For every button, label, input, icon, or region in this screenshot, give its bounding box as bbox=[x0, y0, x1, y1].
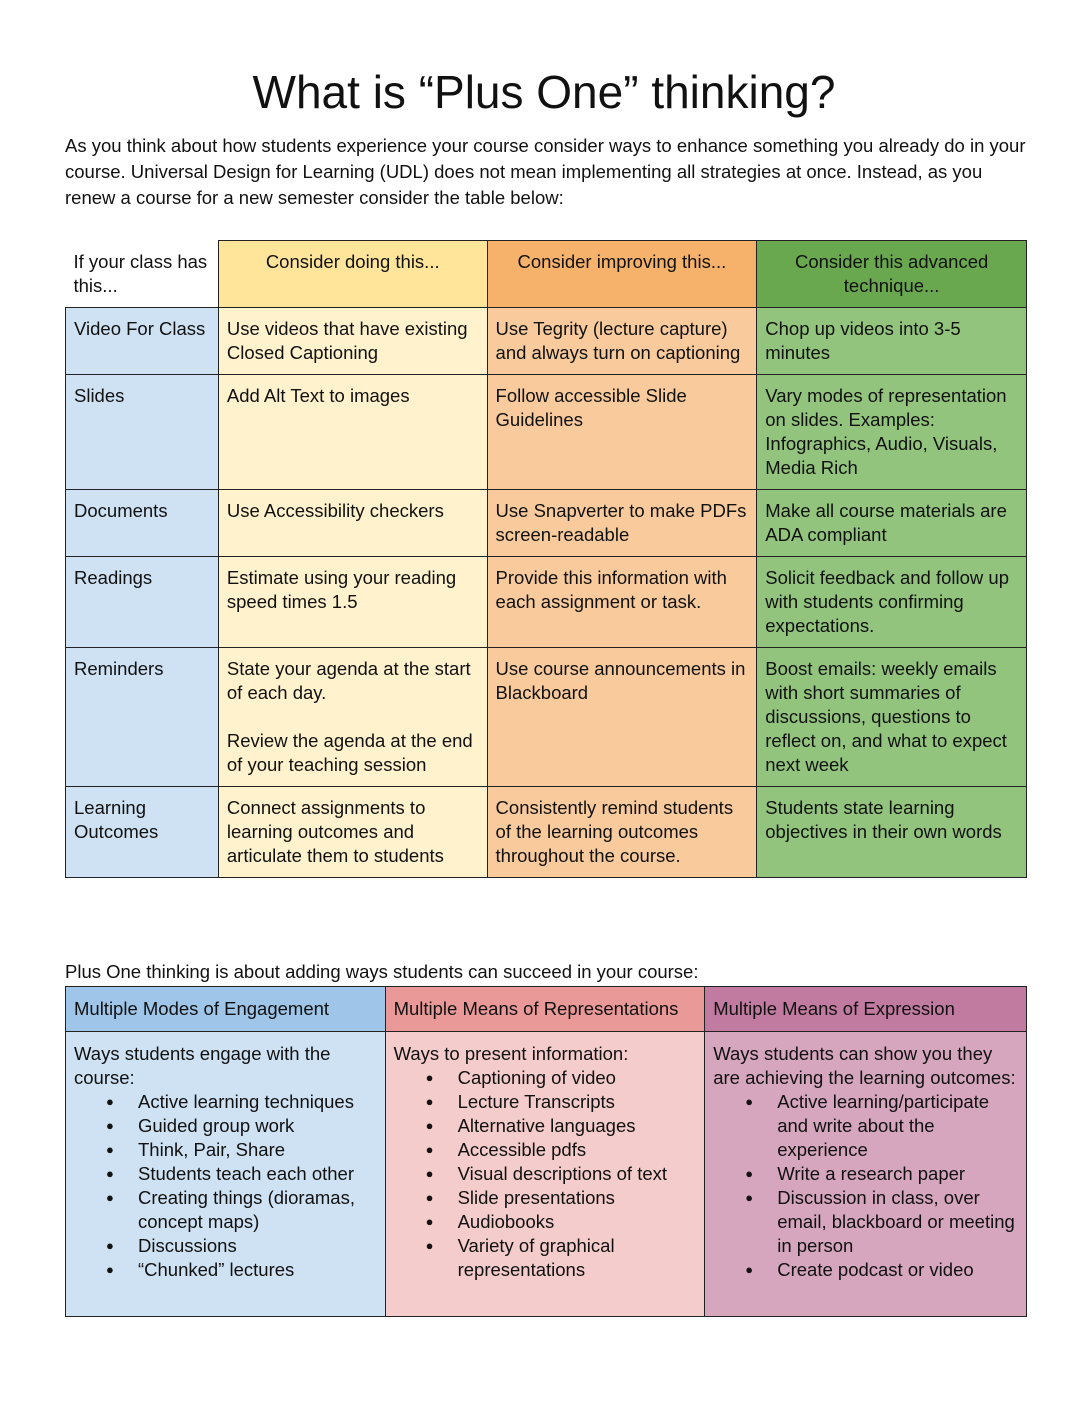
table-row bbox=[66, 490, 1027, 557]
representation-intro: Ways to present information: bbox=[393, 1043, 629, 1064]
cell-doing bbox=[218, 490, 487, 557]
cell-improving: Follow accessible Slide Guidelines bbox=[487, 375, 757, 490]
cell-doing-text: Estimate using your reading speed times 1.5 bbox=[226, 567, 457, 612]
cell-doing-text: Review the agenda at the end of your teaching session bbox=[226, 730, 473, 775]
list-item: ● Write a research paper bbox=[777, 1162, 1018, 1186]
expression-list bbox=[713, 1090, 1018, 1282]
list-item: ● Audiobooks bbox=[458, 1210, 697, 1234]
list-item: ● Variety of graphical representations bbox=[458, 1234, 697, 1282]
list-item: ● Think, Pair, Share bbox=[138, 1138, 377, 1162]
cell-doing bbox=[218, 787, 487, 878]
header-class-has: If your class has this... bbox=[66, 241, 219, 308]
table-row bbox=[66, 308, 1027, 375]
row-label: Slides bbox=[66, 375, 219, 490]
plus-one-table bbox=[65, 240, 1027, 878]
cell-doing-text: Use Accessibility checkers bbox=[226, 500, 444, 521]
table-row bbox=[66, 375, 1027, 490]
row-label: Reminders bbox=[66, 648, 219, 787]
header-consider-doing: Consider doing this... bbox=[218, 241, 487, 308]
cell-advanced: Students state learning objectives in their own words bbox=[757, 787, 1027, 878]
udl-body-row bbox=[66, 1032, 1027, 1317]
engagement-cell bbox=[66, 1032, 386, 1317]
list-item: ● Students teach each other bbox=[138, 1162, 377, 1186]
list-item: ● Lecture Transcripts bbox=[458, 1090, 697, 1114]
representation-list bbox=[394, 1066, 697, 1282]
cell-improving: Use course announcements in Blackboard bbox=[487, 648, 757, 787]
row-label: Video For Class bbox=[66, 308, 219, 375]
cell-advanced: Make all course materials are ADA compliant bbox=[757, 490, 1027, 557]
cell-doing-text: Connect assignments to learning outcomes and articulate them to students bbox=[226, 797, 444, 866]
list-item: ● Discussions bbox=[138, 1234, 377, 1258]
list-item: ● Discussion in class, over email, blackboard or meeting in person bbox=[777, 1186, 1018, 1258]
list-item: ● Slide presentations bbox=[458, 1186, 697, 1210]
header-consider-improving: Consider improving this... bbox=[487, 241, 757, 308]
cell-improving: Use Tegrity (lecture capture) and always turn on captioning bbox=[487, 308, 757, 375]
header-expression: Multiple Means of Expression bbox=[705, 987, 1027, 1032]
udl-intro-line: Plus One thinking is about adding ways students can succeed in your course: bbox=[65, 961, 699, 982]
cell-advanced: Vary modes of representation on slides. Examples: Infographics, Audio, Visuals, Media Rich bbox=[757, 375, 1027, 490]
cell-doing-text: State your agenda at the start of each day. bbox=[226, 658, 471, 703]
cell-doing-text: Add Alt Text to images bbox=[226, 385, 410, 406]
table-header-row bbox=[66, 241, 1027, 308]
cell-doing bbox=[218, 375, 487, 490]
list-item: ● “Chunked” lectures bbox=[138, 1258, 377, 1282]
list-item: ● Captioning of video bbox=[458, 1066, 697, 1090]
header-consider-advanced: Consider this advanced technique... bbox=[757, 241, 1027, 308]
expression-cell bbox=[705, 1032, 1027, 1317]
header-representation: Multiple Means of Representations bbox=[385, 987, 705, 1032]
representation-cell bbox=[385, 1032, 705, 1317]
udl-header-row bbox=[66, 987, 1027, 1032]
udl-principles-table bbox=[65, 986, 1027, 1317]
list-item: ● Create podcast or video bbox=[777, 1258, 1018, 1282]
page-title: What is “Plus One” thinking? bbox=[252, 66, 836, 118]
list-item: ● Active learning/participate and write about the experience bbox=[777, 1090, 1018, 1162]
row-label: Readings bbox=[66, 557, 219, 648]
engagement-list bbox=[74, 1090, 377, 1282]
table-row bbox=[66, 648, 1027, 787]
cell-improving: Use Snapverter to make PDFs screen-readable bbox=[487, 490, 757, 557]
table-row bbox=[66, 557, 1027, 648]
list-item: ● Accessible pdfs bbox=[458, 1138, 697, 1162]
list-item: ● Active learning techniques bbox=[138, 1090, 377, 1114]
cell-advanced: Solicit feedback and follow up with students confirming expectations. bbox=[757, 557, 1027, 648]
cell-advanced: Chop up videos into 3-5 minutes bbox=[757, 308, 1027, 375]
cell-advanced: Boost emails: weekly emails with short summaries of discussions, questions to reflect on, and what to expect next week bbox=[757, 648, 1027, 787]
row-label: Learning Outcomes bbox=[66, 787, 219, 878]
header-engagement: Multiple Modes of Engagement bbox=[66, 987, 386, 1032]
list-item: ● Alternative languages bbox=[458, 1114, 697, 1138]
row-label: Documents bbox=[66, 490, 219, 557]
cell-doing bbox=[218, 648, 487, 787]
list-item: ● Creating things (dioramas, concept maps) bbox=[138, 1186, 377, 1234]
table-row bbox=[66, 787, 1027, 878]
cell-improving: Consistently remind students of the learning outcomes throughout the course. bbox=[487, 787, 757, 878]
intro-paragraph: As you think about how students experience your course consider ways to enhance something you already do in your course. Universal Design for Learning (UDL) does not mean implementing all strategies at once. Instead, as you renew a course for a new semester consider the table below: bbox=[65, 135, 1026, 208]
cell-doing-text: Use videos that have existing Closed Captioning bbox=[226, 318, 468, 363]
engagement-intro: Ways students engage with the course: bbox=[74, 1043, 331, 1088]
cell-improving: Provide this information with each assignment or task. bbox=[487, 557, 757, 648]
cell-doing bbox=[218, 557, 487, 648]
cell-doing bbox=[218, 308, 487, 375]
list-item: ● Guided group work bbox=[138, 1114, 377, 1138]
expression-intro: Ways students can show you they are achieving the learning outcomes: bbox=[713, 1043, 1016, 1088]
list-item: ● Visual descriptions of text bbox=[458, 1162, 697, 1186]
